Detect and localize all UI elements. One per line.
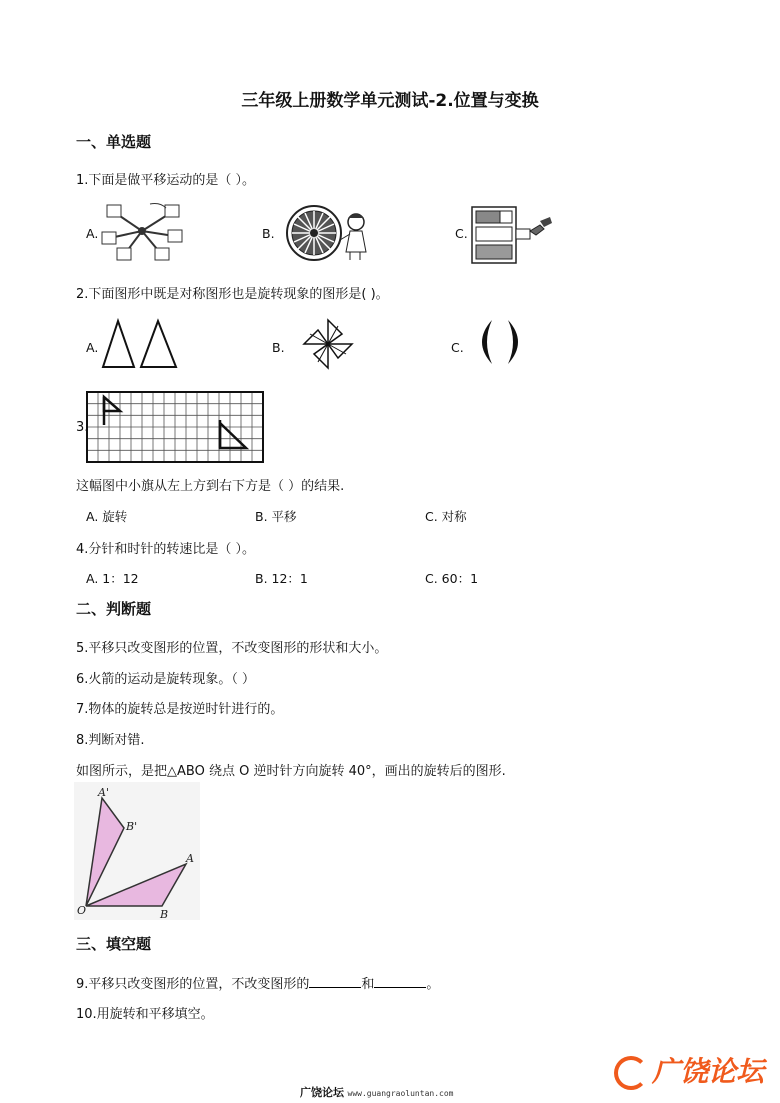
logo-text: 广饶论坛 [652, 1055, 765, 1088]
question-9 [76, 973, 439, 992]
q1-option-a-label[interactable]: A. [86, 226, 99, 241]
question-1-text: 1.下面是做平移运动的是（ ）。 [76, 173, 256, 188]
q2-option-a-label[interactable]: A. [86, 340, 99, 355]
question-8-description: 如图所示，是把△ABO 绕点 O 逆时针方向旋转 40°，画出的旋转后的图形. [76, 764, 506, 779]
footer [300, 1084, 453, 1100]
q1-option-b-label[interactable]: B. [262, 226, 275, 241]
label-o: O [77, 904, 87, 917]
carousel-ride-image [102, 200, 182, 262]
section-heading-single-choice: 一、单选题 [76, 133, 152, 151]
site-logo [614, 1050, 764, 1090]
question-10-text: 10.用旋转和平移填空。 [76, 1007, 214, 1022]
question-9-text-pre: 9.平移只改变图形的位置，不改变图形的 [76, 977, 310, 992]
label-a: A [186, 852, 194, 865]
page-title: 三年级上册数学单元测试-2.位置与变换 [241, 91, 539, 111]
rotated-triangle-figure [74, 782, 200, 920]
section-heading-true-false: 二、判断题 [76, 600, 152, 618]
q4-option-a[interactable]: A. 1：12 [86, 571, 139, 586]
label-b-prime: B' [126, 820, 138, 833]
q3-option-b[interactable]: B. 平移 [255, 509, 297, 524]
question-5-text: 5.平移只改变图形的位置，不改变图形的形状和大小。 [76, 641, 388, 656]
question-3-text: 这幅图中小旗从左上方到右下方是（ ）的结果. [76, 479, 345, 494]
section-heading-fill-blank: 三、填空题 [76, 935, 152, 953]
question-9-text-post: 。 [426, 977, 440, 992]
two-triangles-image [100, 318, 180, 370]
q2-option-c-label[interactable]: C. [451, 340, 464, 355]
q4-option-c[interactable]: C. 60：1 [425, 571, 479, 586]
q4-option-b[interactable]: B. 12：1 [255, 571, 308, 586]
footer-site-name: 广饶论坛 [300, 1086, 344, 1099]
q1-option-c-label[interactable]: C. [455, 226, 468, 241]
label-b: B [160, 908, 169, 921]
question-7-text: 7.物体的旋转总是按逆时针进行的。 [76, 702, 284, 717]
answer-blank-2[interactable] [374, 975, 426, 988]
footer-url[interactable]: www.guangraoluntan.com [347, 1089, 454, 1098]
q2-option-b-label[interactable]: B. [272, 340, 285, 355]
drawer-cabinet-image [470, 203, 554, 265]
crescent-pair-image [472, 318, 528, 366]
spinning-wheel-girl-image [284, 204, 379, 262]
answer-blank-1[interactable] [309, 975, 361, 988]
question-2-text: 2.下面图形中既是对称图形也是旋转现象的图形是( )。 [76, 287, 389, 302]
pinwheel-image [298, 318, 358, 370]
q3-option-a[interactable]: A. 旋转 [86, 509, 128, 524]
question-4-text: 4.分针和时针的转速比是（ ）。 [76, 542, 256, 557]
question-8-text: 8.判断对错. [76, 733, 145, 748]
label-a-prime: A' [98, 786, 109, 799]
q3-option-c[interactable]: C. 对称 [425, 509, 467, 524]
question-3-number: 3. [76, 420, 89, 435]
question-9-text-mid: 和 [361, 977, 375, 992]
logo-g-icon [614, 1056, 648, 1090]
grid-with-flags-image [86, 391, 264, 463]
question-6-text: 6.火箭的运动是旋转现象。（ ） [76, 672, 256, 687]
